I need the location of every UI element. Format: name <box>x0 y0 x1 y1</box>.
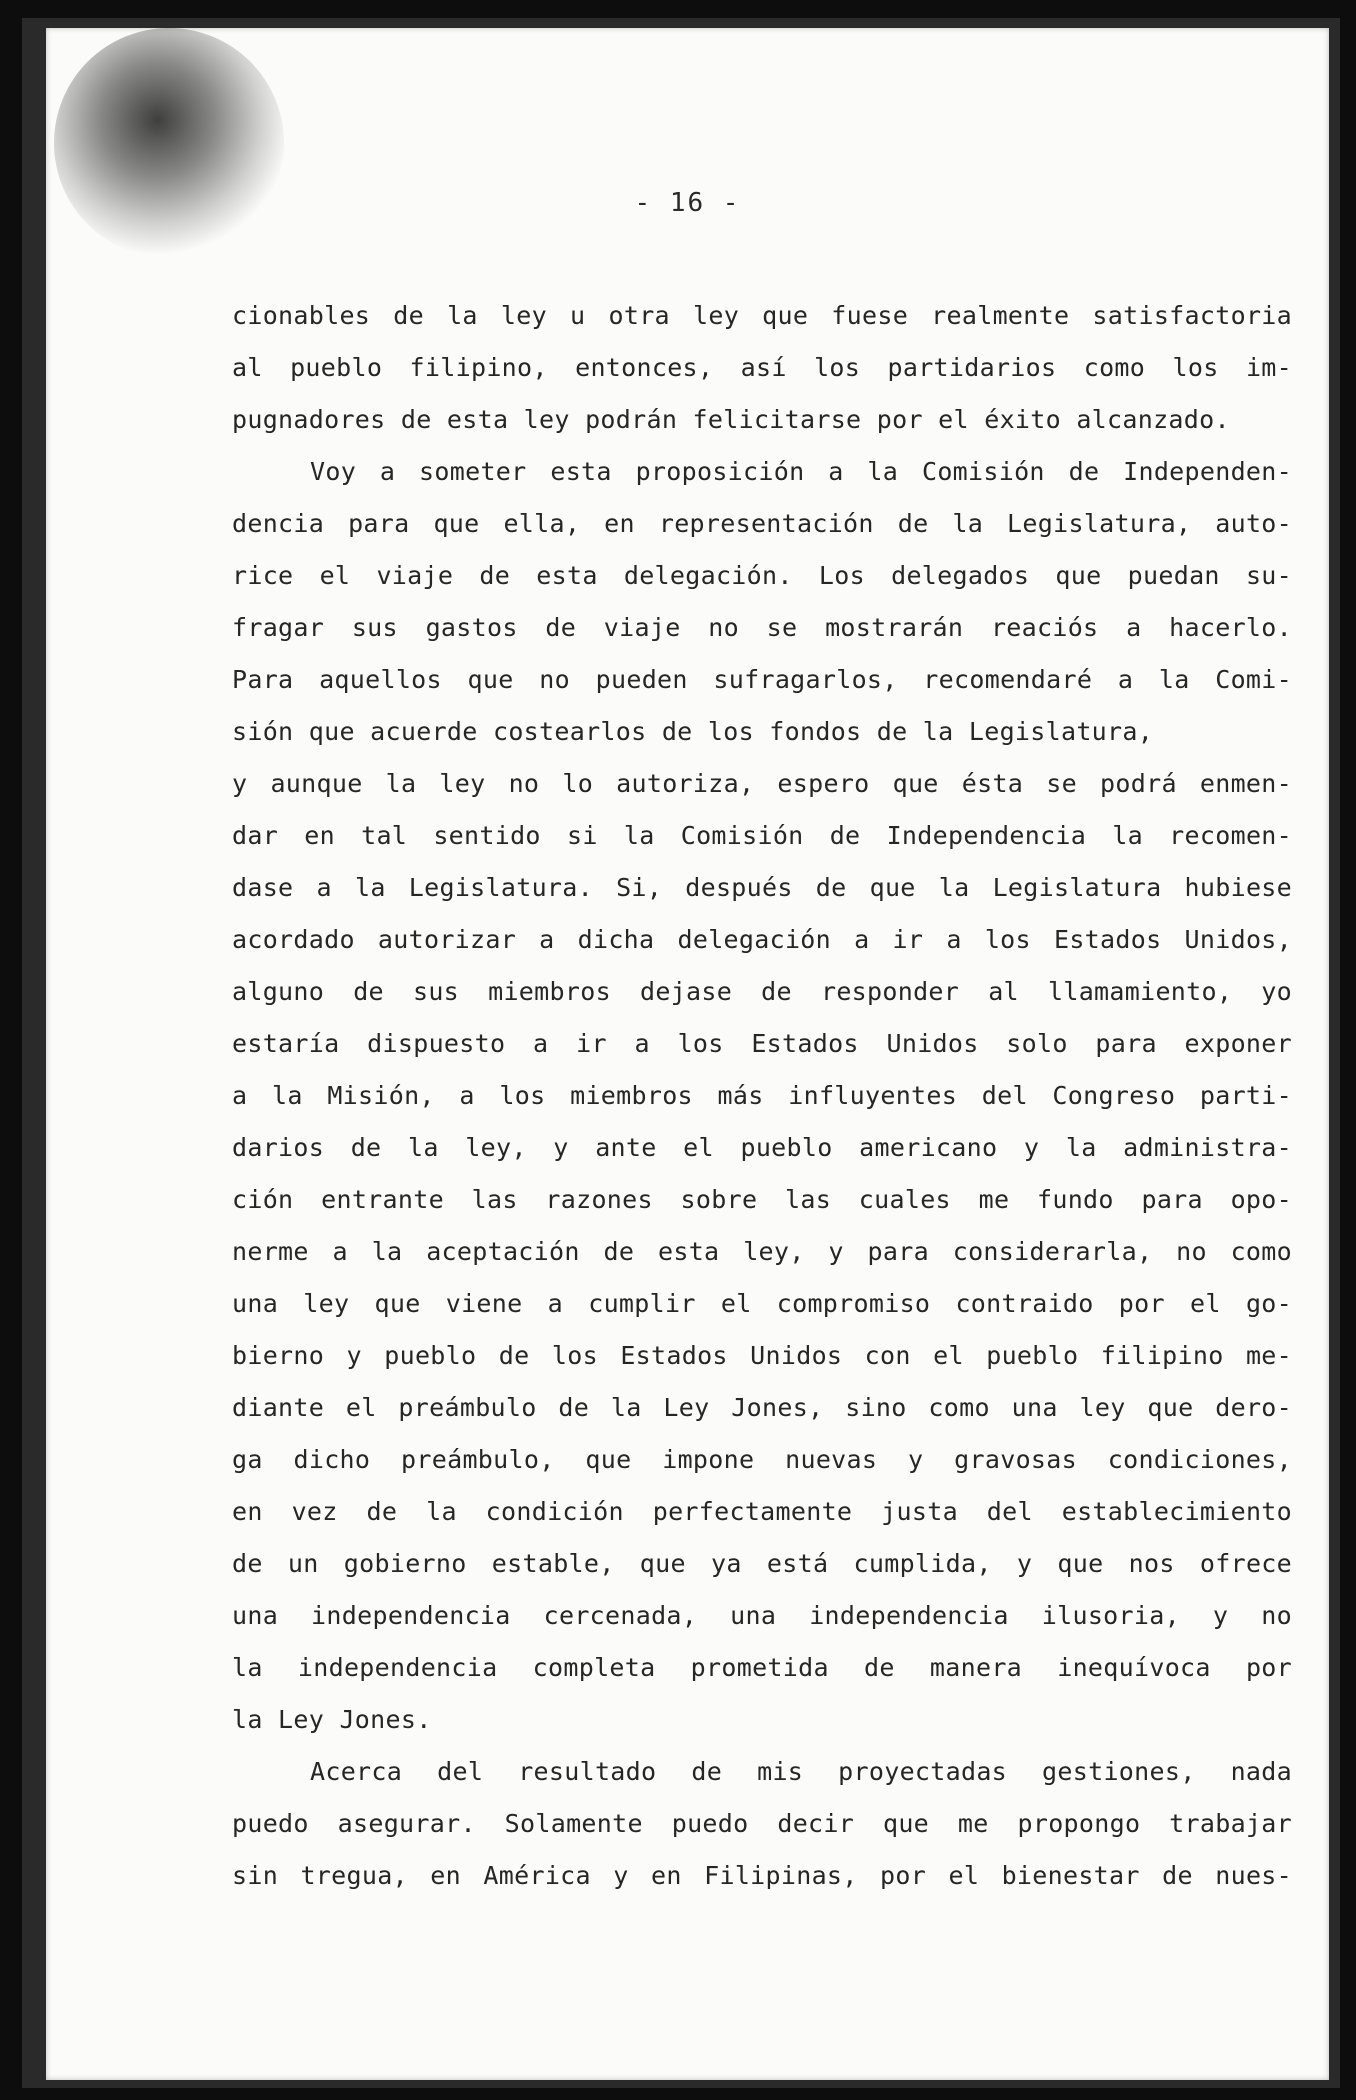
text-line: de un gobierno estable, que ya está cumplida, y que nos ofrece <box>232 1549 1292 1578</box>
text-line: fragar sus gastos de viaje no se mostrarán reaciós a hacerlo. <box>232 613 1292 642</box>
text-line: y aunque la ley no lo autoriza, espero que ésta se podrá enmen- <box>232 769 1292 798</box>
text-line: darios de la ley, y ante el pueblo americano y la administra- <box>232 1133 1292 1162</box>
text-line: a la Misión, a los miembros más influyentes del Congreso parti- <box>232 1081 1292 1110</box>
text-line: la independencia completa prometida de manera inequívoca por <box>232 1653 1292 1682</box>
text-line: Para aquellos que no pueden sufragarlos, recomendaré a la Comi- <box>232 665 1292 694</box>
text-line: pugnadores de esta ley podrán felicitarse por el éxito alcanzado. <box>232 405 1230 434</box>
text-line: en vez de la condición perfectamente justa del establecimiento <box>232 1497 1292 1526</box>
text-line: alguno de sus miembros dejase de responder al llamamiento, yo <box>232 977 1292 1006</box>
text-line: la Ley Jones. <box>232 1705 432 1734</box>
text-line: una independencia cercenada, una independencia ilusoria, y no <box>232 1601 1292 1630</box>
text-line: nerme a la aceptación de esta ley, y para considerarla, no como <box>232 1237 1292 1266</box>
text-line: dencia para que ella, en representación de la Legislatura, auto- <box>232 509 1292 538</box>
text-line: Voy a someter esta proposición a la Comisión de Independen- <box>310 457 1292 486</box>
document-page <box>46 28 1329 2080</box>
text-line: puedo asegurar. Solamente puedo decir que me propongo trabajar <box>232 1809 1292 1838</box>
ink-stain <box>54 28 284 258</box>
text-line: cionables de la ley u otra ley que fuese realmente satisfactoria <box>232 301 1292 330</box>
text-line: una ley que viene a cumplir el compromiso contraido por el go- <box>232 1289 1292 1318</box>
text-line: ga dicho preámbulo, que impone nuevas y gravosas condiciones, <box>232 1445 1292 1474</box>
page-number: - 16 - <box>634 188 741 218</box>
text-line: sión que acuerde costearlos de los fondos de la Legislatura, <box>232 717 1154 746</box>
text-line: sin tregua, en América y en Filipinas, por el bienestar de nues- <box>232 1861 1292 1890</box>
text-line: dar en tal sentido si la Comisión de Independencia la recomen- <box>232 821 1292 850</box>
text-line: ción entrante las razones sobre las cuales me fundo para opo- <box>232 1185 1292 1214</box>
text-line: Acerca del resultado de mis proyectadas gestiones, nada <box>310 1757 1292 1786</box>
text-line: estaría dispuesto a ir a los Estados Unidos solo para exponer <box>232 1029 1292 1058</box>
text-line: acordado autorizar a dicha delegación a ir a los Estados Unidos, <box>232 925 1292 954</box>
text-line: dase a la Legislatura. Si, después de que la Legislatura hubiese <box>232 873 1292 902</box>
body-text <box>232 290 1292 1902</box>
text-line: rice el viaje de esta delegación. Los delegados que puedan su- <box>232 561 1292 590</box>
text-line: al pueblo filipino, entonces, así los partidarios como los im- <box>232 353 1292 382</box>
text-line: diante el preámbulo de la Ley Jones, sino como una ley que dero- <box>232 1393 1292 1422</box>
text-line: bierno y pueblo de los Estados Unidos con el pueblo filipino me- <box>232 1341 1292 1370</box>
